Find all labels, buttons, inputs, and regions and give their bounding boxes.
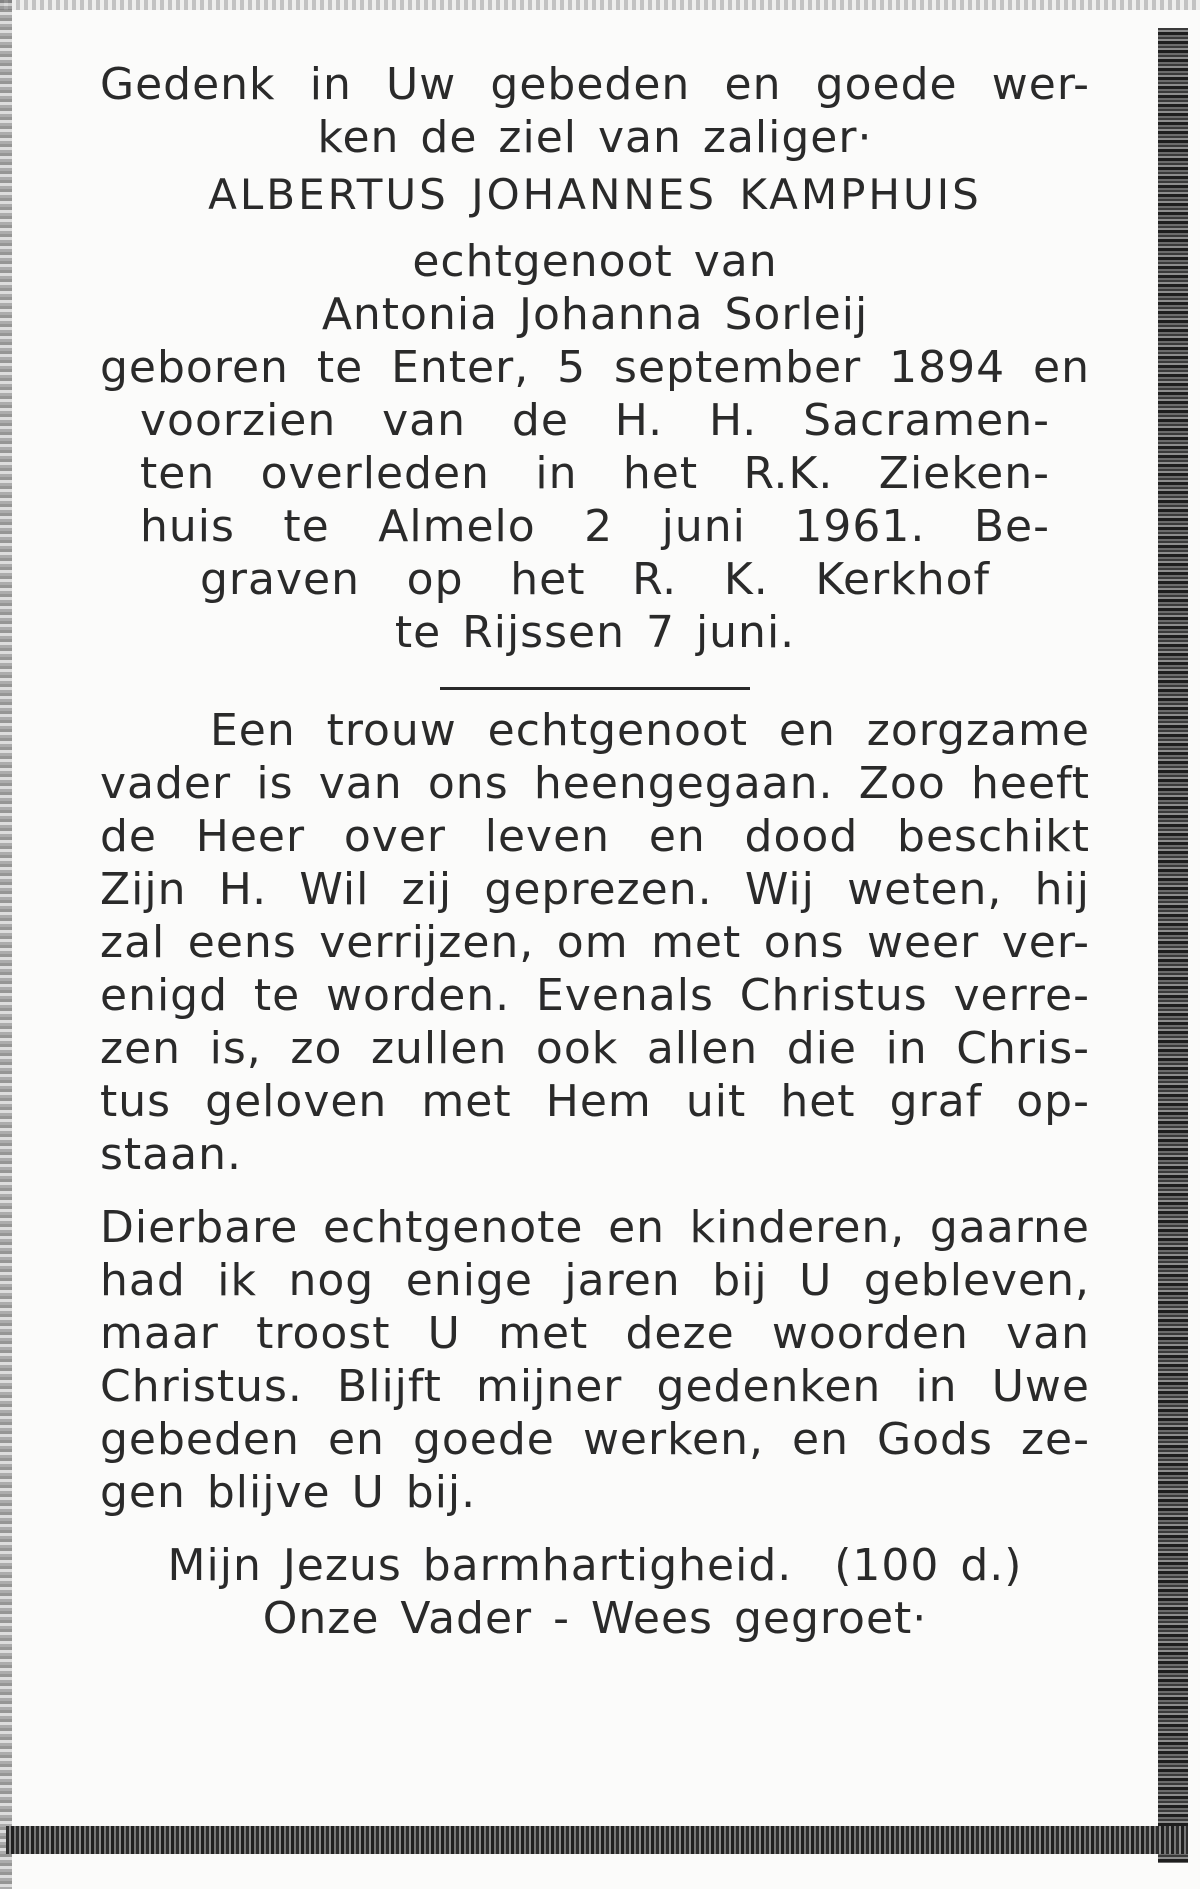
paragraph1-line: de Heer over leven en dood beschikt (100, 811, 1090, 862)
paragraph1-line: zal eens verrijzen, om met ons weer ver- (100, 917, 1090, 968)
paragraph1-line: enigd te worden. Evenals Christus verre- (100, 970, 1090, 1021)
paragraph1-line: Een trouw echtgenoot en zorgzame (210, 705, 1090, 756)
deceased-name: ALBERTUS JOHANNES KAMPHUIS (208, 170, 982, 219)
card-text (100, 58, 1090, 1645)
intro-line: Gedenk in Uw gebeden en goede wer- (100, 59, 1090, 110)
indulgence-prayer: Mijn Jezus barmhartigheid. (100 d.) (167, 1540, 1023, 1591)
left-border (0, 0, 12, 1889)
paragraph2-line: gebeden en goede werken, en Gods ze- (100, 1414, 1090, 1465)
closing-prayers: Onze Vader - Wees gegroet· (262, 1593, 928, 1644)
spouse-name: Antonia Johanna Sorleij (321, 289, 869, 340)
paragraph2-line: gen blijve U bij. (100, 1467, 477, 1518)
top-border (0, 0, 1200, 10)
paragraph1-line: vader is van ons heengegaan. Zoo heeft (100, 758, 1090, 809)
paragraph1-line: tus geloven met Hem uit het graf op- (100, 1076, 1090, 1127)
paragraph2-line: Dierbare echtgenote en kinderen, gaarne (100, 1202, 1090, 1253)
paragraph2-line: maar troost U met deze woorden van (100, 1308, 1090, 1359)
paragraph1-line: staan. (100, 1129, 242, 1180)
paragraph2-line: had ik nog enige jaren bij U gebleven, (100, 1255, 1090, 1306)
details-line: ten overleden in het R.K. Zieken- (140, 448, 1050, 499)
details-line: huis te Almelo 2 juni 1961. Be- (140, 501, 1050, 552)
details-line: geboren te Enter, 5 september 1894 en (100, 342, 1090, 393)
paragraph1-line: zen is, zo zullen ook allen die in Chris- (100, 1023, 1090, 1074)
paragraph2-line: Christus. Blijft mijner gedenken in Uwe (100, 1361, 1090, 1412)
intro-line: ken de ziel van zaliger· (317, 112, 873, 163)
bottom-mourning-border (6, 1826, 1188, 1854)
details-line: voorzien van de H. H. Sacramen- (140, 395, 1050, 446)
right-mourning-border (1158, 28, 1188, 1863)
paragraph1-line: Zijn H. Wil zij geprezen. Wij weten, hij (100, 864, 1090, 915)
spouse-label: echtgenoot van (412, 236, 778, 287)
details-line: te Rijssen 7 juni. (394, 607, 796, 658)
separator-rule (440, 687, 750, 690)
details-line: graven op het R. K. Kerkhof (200, 554, 990, 605)
